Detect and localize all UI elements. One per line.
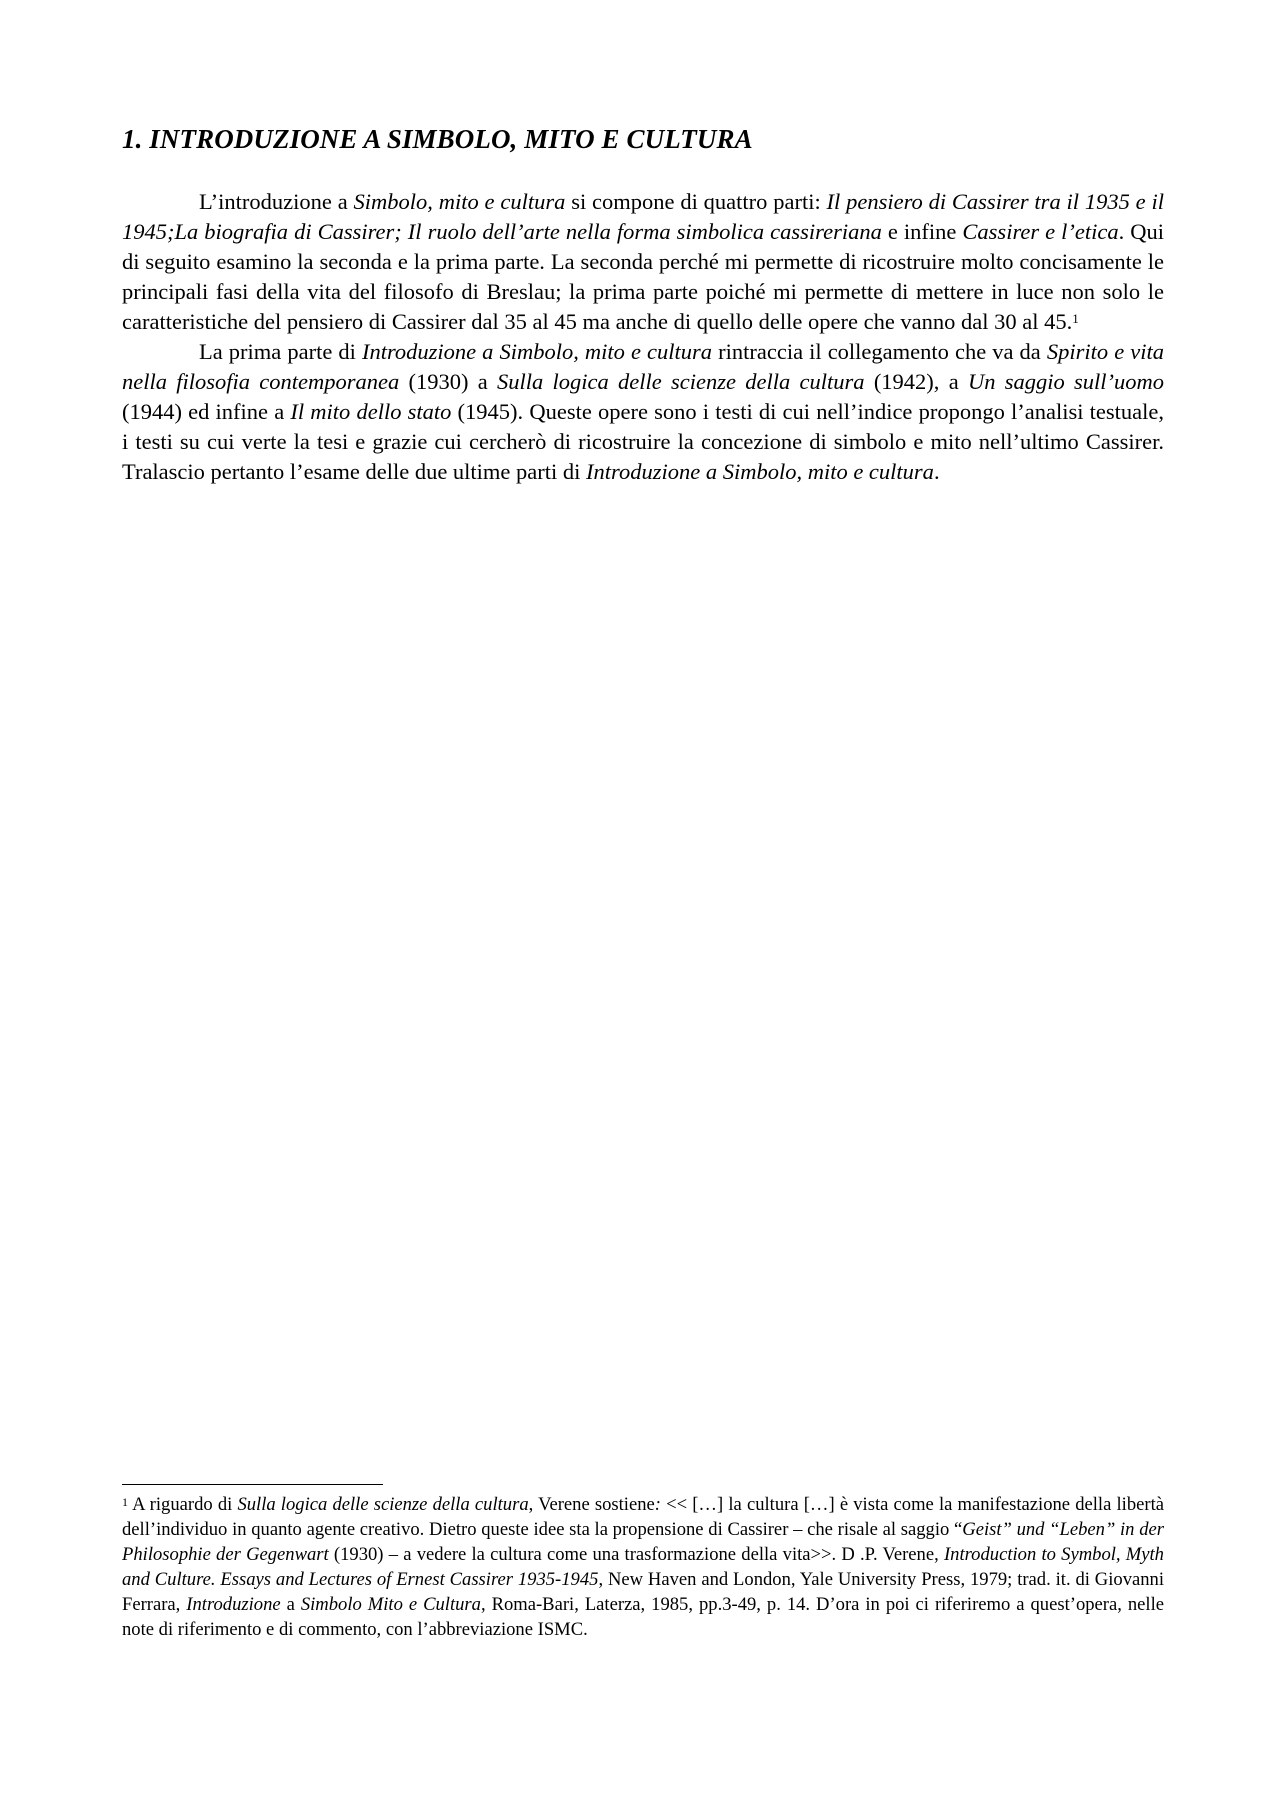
footnote-number: 1: [122, 1495, 128, 1509]
paragraph-2: La prima parte di Introduzione a Simbolo, mito e cultura rintraccia il collegamento che va da Spirito e vita nella filosofia contemporanea (1930) a Sulla logica delle scienze della cultura (1942), a Un saggio sull’uomo (1944) ed infine a Il mito dello stato (1945). Queste opere sono i testi di cui nell’indice propongo l’analisi testuale, i testi su cui verte la tesi e grazie cui cercherò di ricostruire la concezione di simbolo e mito nell’ultimo Cassirer. Tralascio pertanto l’esame delle due ultime parti di Introduzione a Simbolo, mito e cultura.: [122, 339, 1164, 484]
footnote-separator: [122, 1484, 383, 1485]
footnote-reference: 1: [1072, 311, 1079, 326]
paragraph-1: L’introduzione a Simbolo, mito e cultura si compone di quattro parti: Il pensiero di Cassirer tra il 1935 e il 1945;La biografia di Cassirer; Il ruolo dell’arte nella forma simbolica cassireriana e infine Cassirer e l’etica. Qui di seguito esamino la seconda e la prima parte. La seconda perché mi permette di ricostruire molto concisamente le principali fasi della vita del filosofo di Breslau; la prima parte poiché mi permette di mettere in luce non solo le caratteristiche del pensiero di Cassirer dal 35 al 45 ma anche di quello delle opere che vanno dal 30 al 45.$^1$: [122, 189, 1165, 334]
body-text: [122, 187, 1164, 487]
footnote-text: $^1$ A riguardo di Sulla logica delle scienze della cultura, Verene sostiene: << […] la cultura […] è vista come la manifestazione della libertà dell’individuo in quanto agente creativo. Dietro queste idee sta la propensione di Cassirer – che risale al saggio “Geist” und “Leben” in der Philosophie der Gegenwart (1930) – a vedere la cultura come una trasformazione della vita>>. D .P. Verene, Introduction to Symbol, Myth and Culture. Essays and Lectures of Ernest Cassirer 1935-1945, New Haven and London, Yale University Press, 1979; trad. it. di Giovanni Ferrara, Introduzione a Simbolo Mito e Cultura, Roma-Bari, Laterza, 1985, pp.3-49, p. 14. D’ora in poi ci riferiremo a quest’opera, nelle note di riferimento e di commento, con l’abbreviazione ISMC.: [122, 1494, 1165, 1640]
footnote: [122, 1492, 1164, 1642]
section-heading: 1. INTRODUZIONE A SIMBOLO, MITO E CULTURA: [122, 124, 753, 154]
